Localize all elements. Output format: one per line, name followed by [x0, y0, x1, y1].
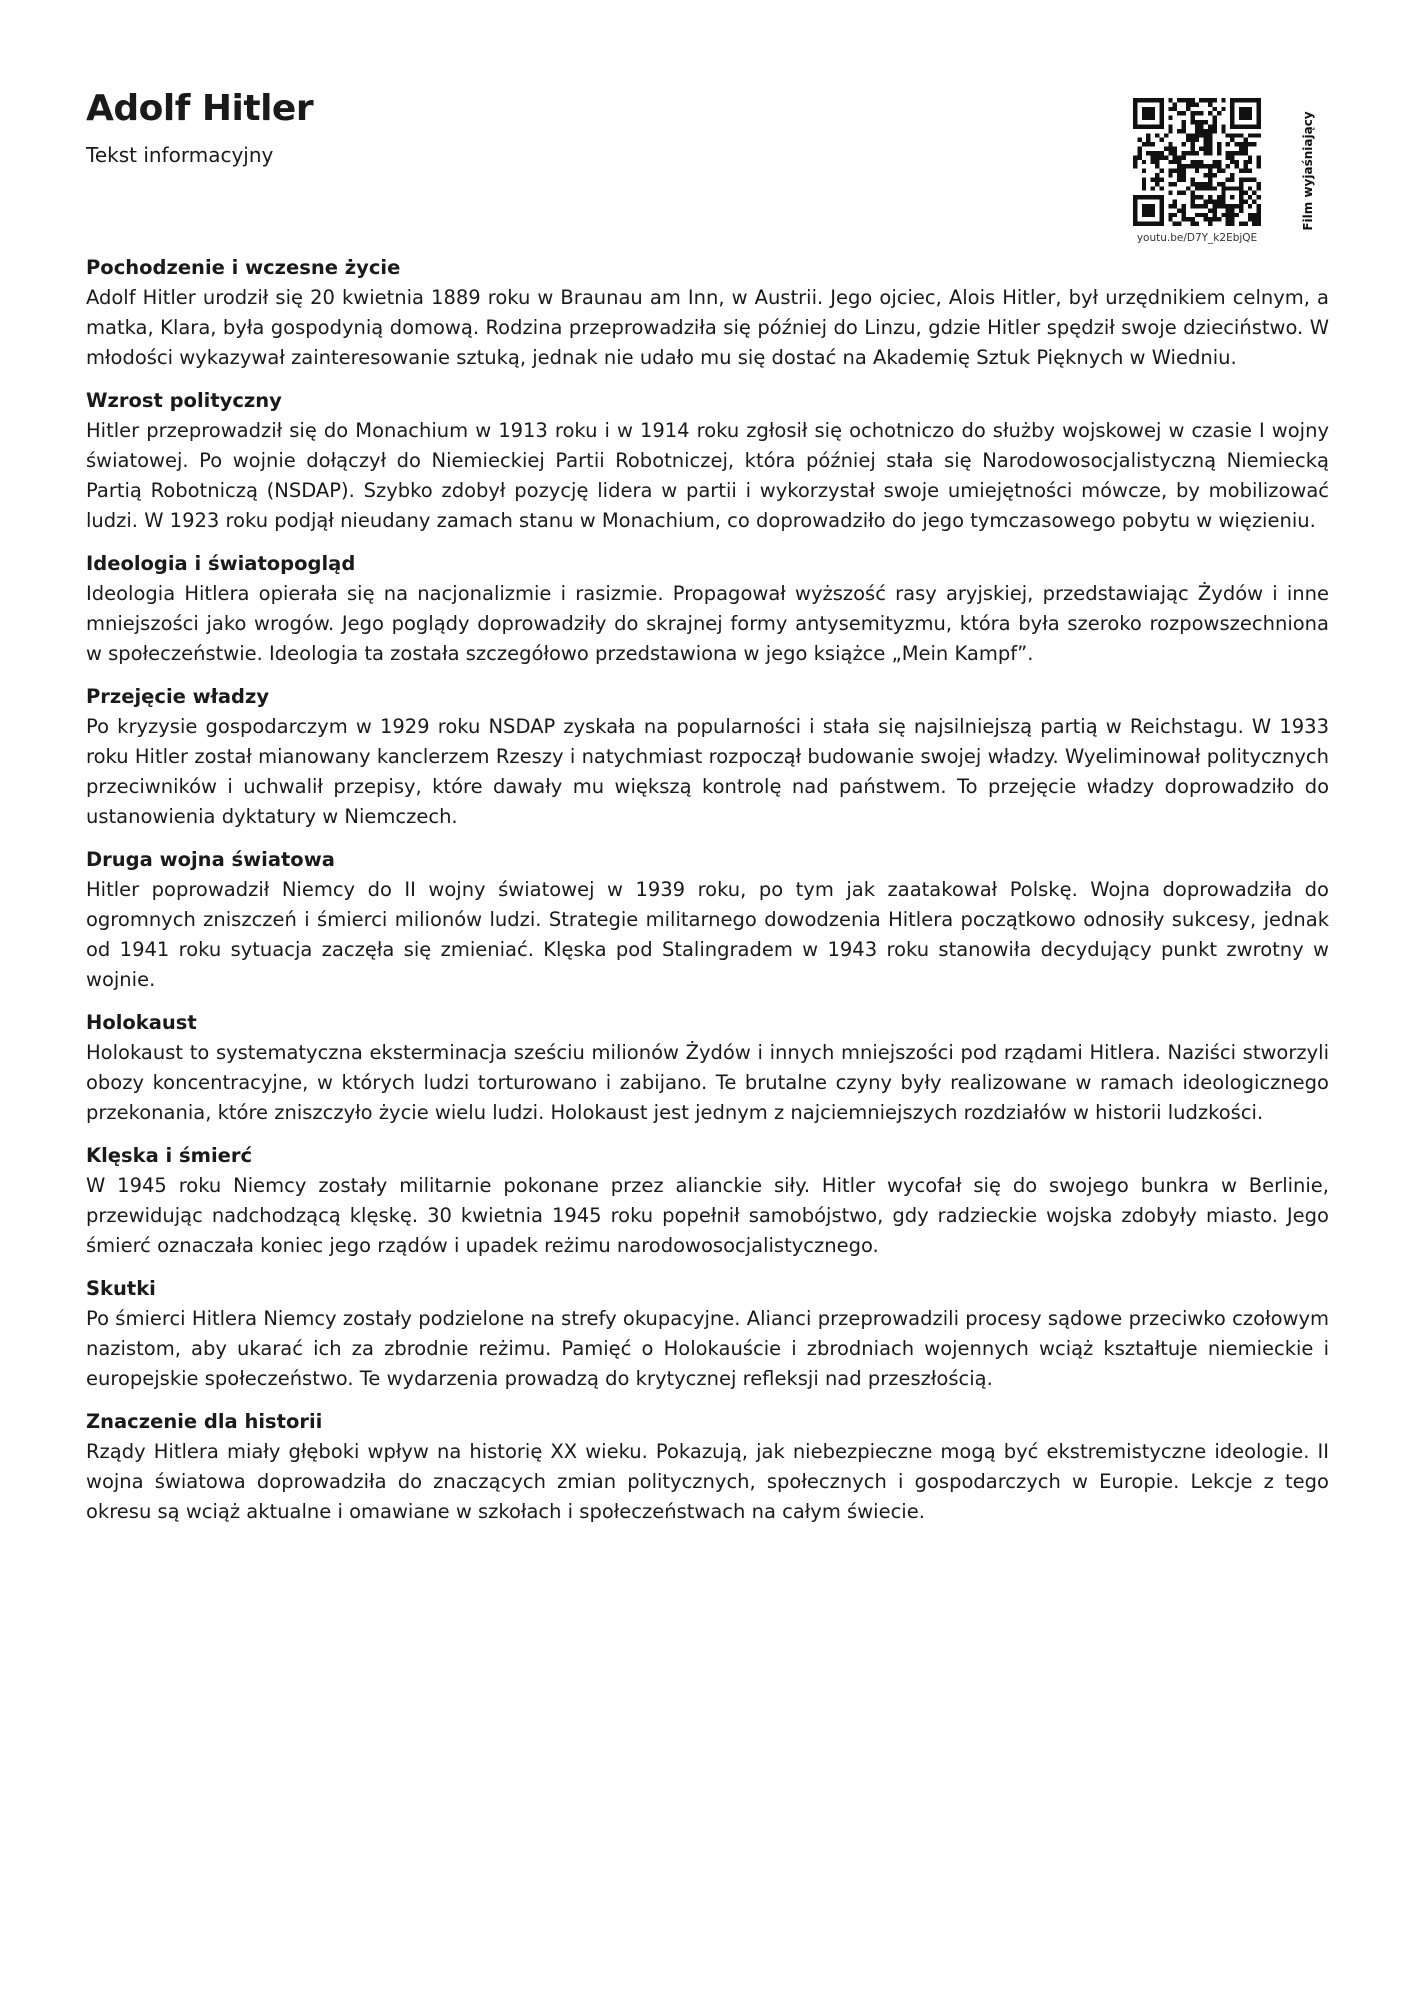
section-political-rise: [86, 386, 1329, 536]
page-title: Adolf Hitler: [86, 88, 314, 129]
section-heading: Druga wojna światowa: [86, 848, 335, 871]
section-text: W 1945 roku Niemcy zostały militarnie pokonane przez alianckie siły. Hitler wycofał się do swojego bunkra w Berlinie, przewidując nadchodzącą klęskę. 30 kwietnia 1945 roku popełnił samobójstwo, gdy radzieckie wojska zdobyły miasto. Jego śmierć oznaczała koniec jego rządów i upadek reżimu narodowosocjalistycznego.: [86, 1174, 1329, 1257]
section-historical-significance: [86, 1407, 1329, 1527]
qr-code[interactable]: [1133, 98, 1261, 226]
section-ww2: [86, 845, 1329, 995]
section-text: Hitler przeprowadził się do Monachium w 1913 roku i w 1914 roku zgłosił się ochotniczo do służby wojskowej w czasie I wojny światowej. Po wojnie dołączył do Niemieckiej Partii Robotniczej, która później stała się Narodowosocjalistyczną Niemiecką Partią Robotniczą (NSDAP). Szybko zdobył pozycję lidera w partii i wykorzystał swoje umiejętności mówcze, by mobilizować ludzi. W 1923 roku podjął nieudany zamach stanu w Monachium, co doprowadziło do jego tymczasowego pobytu w więzieniu.: [86, 419, 1329, 532]
section-origins: [86, 253, 1329, 373]
section-heading: Holokaust: [86, 1011, 197, 1034]
section-heading: Skutki: [86, 1277, 156, 1300]
section-text: Po kryzysie gospodarczym w 1929 roku NSDAP zyskała na popularności i stała się najsilniejszą partią w Reichstagu. W 1933 roku Hitler został mianowany kanclerzem Rzeszy i natychmiast rozpoczął budowanie swojej władzy. Wyeliminował politycznych przeciwników i uchwalił przepisy, które dawały mu większą kontrolę nad państwem. To przejęcie władzy doprowadziło do ustanowienia dyktatury w Niemczech.: [86, 715, 1329, 828]
qr-link[interactable]: youtu.be/D7Y_k2EbjQE: [1136, 232, 1258, 244]
section-ideology: [86, 549, 1329, 669]
section-text: Holokaust to systematyczna eksterminacja sześciu milionów Żydów i innych mniejszości pod rządami Hitlera. Naziści stworzyli obozy koncentracyjne, w których ludzi torturowano i zabijano. Te brutalne czyny były realizowane w ramach ideologicznego przekonania, które zniszczyło życie wielu ludzi. Holokaust jest jednym z najciemniejszych rozdziałów w historii ludzkości.: [86, 1041, 1329, 1124]
section-holocaust: [86, 1008, 1329, 1128]
section-heading: Pochodzenie i wczesne życie: [86, 256, 401, 279]
section-defeat-and-death: [86, 1141, 1329, 1261]
section-heading: Przejęcie władzy: [86, 685, 270, 708]
section-heading: Znaczenie dla historii: [86, 1410, 323, 1433]
section-text: Po śmierci Hitlera Niemcy zostały podzielone na strefy okupacyjne. Alianci przeprowadzili procesy sądowe przeciwko czołowym nazistom, aby ukarać ich za zbrodnie reżimu. Pamięć o Holokauście i zbrodniach wojennych wciąż kształtuje niemieckie i europejskie społeczeństwo. Te wydarzenia prowadzą do krytycznej refleksji nad przeszłością.: [86, 1307, 1329, 1390]
section-consequences: [86, 1274, 1329, 1394]
section-heading: Klęska i śmierć: [86, 1144, 253, 1167]
section-text: Ideologia Hitlera opierała się na nacjonalizmie i rasizmie. Propagował wyższość rasy aryjskiej, przedstawiając Żydów i inne mniejszości jako wrogów. Jego poglądy doprowadziły do skrajnej formy antysemityzmu, która była szeroko rozpowszechniona w społeczeństwie. Ideologia ta została szczegółowo przedstawiona w jego książce „Mein Kampf”.: [86, 582, 1329, 665]
section-heading: Wzrost polityczny: [86, 389, 282, 412]
section-text: Rządy Hitlera miały głęboki wpływ na historię XX wieku. Pokazują, jak niebezpieczne mogą być ekstremistyczne ideologie. II wojna światowa doprowadziła do znaczących zmian politycznych, społecznych i gospodarczych w Europie. Lekcje z tego okresu są wciąż aktualne i omawiane w szkołach i społeczeństwach na całym świecie.: [86, 1440, 1329, 1523]
section-text: Hitler poprowadził Niemcy do II wojny światowej w 1939 roku, po tym jak zaatakował Polskę. Wojna doprowadziła do ogromnych zniszczeń i śmierci milionów ludzi. Strategie militarnego dowodzenia Hitlera początkowo odnosiły sukcesy, jednak od 1941 roku sytuacja zaczęła się zmieniać. Klęska pod Stalingradem w 1943 roku stanowiła decydujący punkt zwrotny w wojnie.: [86, 878, 1329, 991]
page-subtitle: Tekst informacyjny: [86, 143, 274, 167]
section-heading: Ideologia i światopogląd: [86, 552, 356, 575]
section-text: Adolf Hitler urodził się 20 kwietnia 1889 roku w Braunau am Inn, w Austrii. Jego ojciec, Alois Hitler, był urzędnikiem celnym, a matka, Klara, była gospodynią domową. Rodzina przeprowadziła się później do Linzu, gdzie Hitler spędził swoje dzieciństwo. W młodości wykazywał zainteresowanie sztuką, jednak nie udało mu się dostać na Akademię Sztuk Pięknych w Wiedniu.: [86, 286, 1329, 369]
article-body: [86, 253, 1329, 1540]
section-seizure-of-power: [86, 682, 1329, 832]
qr-video-label: Film wyjaśniający: [1301, 111, 1315, 231]
